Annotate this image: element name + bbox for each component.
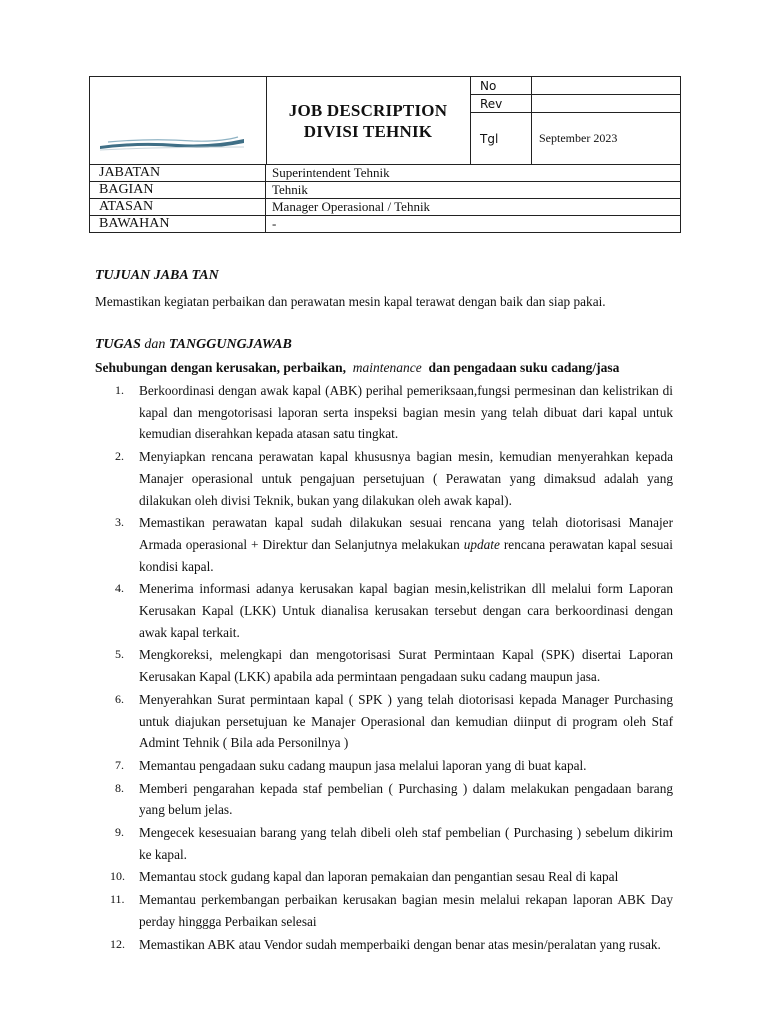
- task-list: [95, 380, 673, 956]
- list-item: [95, 889, 673, 932]
- info-row: [90, 215, 680, 232]
- info-row: [90, 181, 680, 198]
- meta-row-no: [470, 77, 680, 95]
- meta-value: September 2023: [539, 131, 618, 145]
- info-row: [90, 164, 680, 181]
- item-number: 11.: [110, 892, 125, 907]
- header-table: [89, 76, 681, 165]
- meta-key: No: [470, 77, 532, 94]
- subheading-part: Sehubungan dengan kerusakan, perbaikan,: [95, 360, 346, 375]
- item-number: 7.: [115, 757, 124, 772]
- tugas-heading-part: dan: [144, 337, 166, 352]
- item-text: Menerima informasi adanya kerusakan kapal bagian mesin,kelistrikan dll melalui form Laporan Kerusakan Kapal (LKK) Untuk dianalisa kerusakan tersebut dengan cara berkoordinasi dengan awak kapal terkait.: [139, 581, 673, 640]
- item-text: Memberi pengarahan kepada staf pembelian ( Purchasing ) dalam melakukan pengadaan barang yang belum jelas.: [139, 780, 673, 818]
- logo-cell: [90, 77, 267, 164]
- document-title: [266, 77, 471, 164]
- meta-value: [532, 77, 680, 94]
- item-number: 12.: [110, 936, 125, 951]
- tujuan-heading: TUJUAN JABA TAN: [95, 268, 219, 283]
- item-text: Menyerahkan Surat permintaan kapal ( SPK ) yang telah diotorisasi kepada Manager Purchasing untuk diajukan persetujuan ke Manajer Operasional dan kemudian diinput di program oleh Staf Admint Tehnik ( Bila ada Personilnya ): [139, 691, 673, 751]
- info-row: [90, 198, 680, 215]
- position-info-table: [89, 164, 681, 233]
- tugas-heading-part: TUGAS: [95, 337, 141, 352]
- item-number: 9.: [115, 825, 124, 840]
- item-text-italic: update: [463, 536, 500, 552]
- subheading-italic: maintenance: [352, 360, 422, 375]
- item-number: 4.: [115, 581, 124, 596]
- item-text: Memastikan ABK atau Vendor sudah memperbaiki dengan benar atas mesin/peralatan yang rusak.: [139, 936, 661, 952]
- item-text: Mengecek kesesuaian barang yang telah dibeli oleh staf pembelian ( Purchasing ) sebelum dikirim ke kapal.: [139, 825, 673, 862]
- item-number: 2.: [115, 449, 124, 464]
- list-item: [95, 512, 673, 577]
- tugas-subheading: [95, 360, 685, 376]
- info-value: Tehnik: [272, 182, 308, 197]
- list-item: [95, 934, 673, 956]
- list-item: [95, 446, 673, 511]
- meta-table: [470, 77, 680, 164]
- item-text: Menyiapkan rencana perawatan kapal khususnya bagian mesin, kemudian menyerahkan kepada Manajer operasional untuk pengajuan persetujuan ( Perawatan yang dimaksud adalah yang dilakukan oleh divisi Teknik, bukan yang dilakukan oleh awak kapal).: [139, 449, 673, 508]
- tugas-heading: [95, 337, 292, 353]
- info-label: ATASAN: [90, 199, 266, 215]
- item-number: 8.: [115, 780, 124, 795]
- tugas-heading-part: TANGGUNGJAWAB: [168, 337, 292, 352]
- title-line-2: DIVISI TEHNIK: [303, 121, 433, 141]
- list-item: [95, 778, 673, 821]
- list-item: [95, 755, 673, 777]
- info-label: BAGIAN: [90, 182, 266, 198]
- item-text: rencana perawatan kapal sesuai kondisi kapal.: [139, 536, 674, 574]
- list-item: [95, 644, 673, 687]
- item-number: 10.: [110, 869, 125, 884]
- subheading-part: dan pengadaan suku cadang/jasa: [428, 360, 620, 375]
- meta-row-rev: [470, 95, 680, 113]
- item-text: Memantau stock gudang kapal dan laporan pemakaian dan pengantian sesau Real di kapal: [139, 869, 619, 885]
- list-item: [95, 578, 673, 643]
- tujuan-text: Memastikan kegiatan perbaikan dan perawatan mesin kapal terawat dengan baik dan siap pakai.: [95, 294, 606, 309]
- info-value: Manager Operasional / Tehnik: [272, 199, 431, 214]
- wave-logo-icon: [98, 135, 246, 151]
- list-item: [95, 380, 673, 445]
- item-text: Mengkoreksi, melengkapi dan mengotorisasi Surat Permintaan Kapal (SPK) disertai Laporan Kerusakan Kapal (LKK) apabila ada permintaan pengadaan suku cadang maupun jasa.: [139, 647, 673, 685]
- meta-key: Rev: [470, 95, 532, 112]
- list-item: [95, 866, 673, 888]
- item-number: 5.: [115, 647, 124, 662]
- item-number: 1.: [115, 383, 124, 397]
- list-item: [95, 689, 673, 754]
- info-value: Superintendent Tehnik: [272, 165, 390, 180]
- title-line-1: JOB DESCRIPTION: [288, 100, 448, 120]
- item-text: Memantau pengadaan suku cadang maupun jasa melalui laporan yang di buat kapal.: [139, 757, 587, 773]
- meta-value: [532, 95, 680, 112]
- item-text: Memantau perkembangan perbaikan kerusakan bagian mesin melalui rekapan laporan ABK Day perday hinggga Perbaikan selesai: [139, 892, 673, 929]
- item-number: 3.: [115, 515, 124, 530]
- meta-row-date: [470, 113, 680, 164]
- info-label: JABATAN: [90, 165, 266, 181]
- list-item: [95, 822, 673, 865]
- meta-key: Tgl: [470, 113, 532, 164]
- item-text: Berkoordinasi dengan awak kapal (ABK) perihal pemeriksaan,fungsi permesinan dan kelistrikan di kapal dan mengotorisasi laporan serta inspeksi bagian mesin yang telah dibuat dari kapal untuk kemudian diserahkan kepada atasan satu tingkat.: [139, 383, 673, 442]
- info-label: BAWAHAN: [90, 216, 266, 232]
- item-text: Memastikan perawatan kapal sudah dilakukan sesuai rencana yang telah diotorisasi Manajer Armada operasional + Direktur dan Selanjutnya melakukan: [139, 515, 673, 552]
- item-number: 6.: [115, 691, 124, 706]
- info-value: -: [272, 216, 277, 231]
